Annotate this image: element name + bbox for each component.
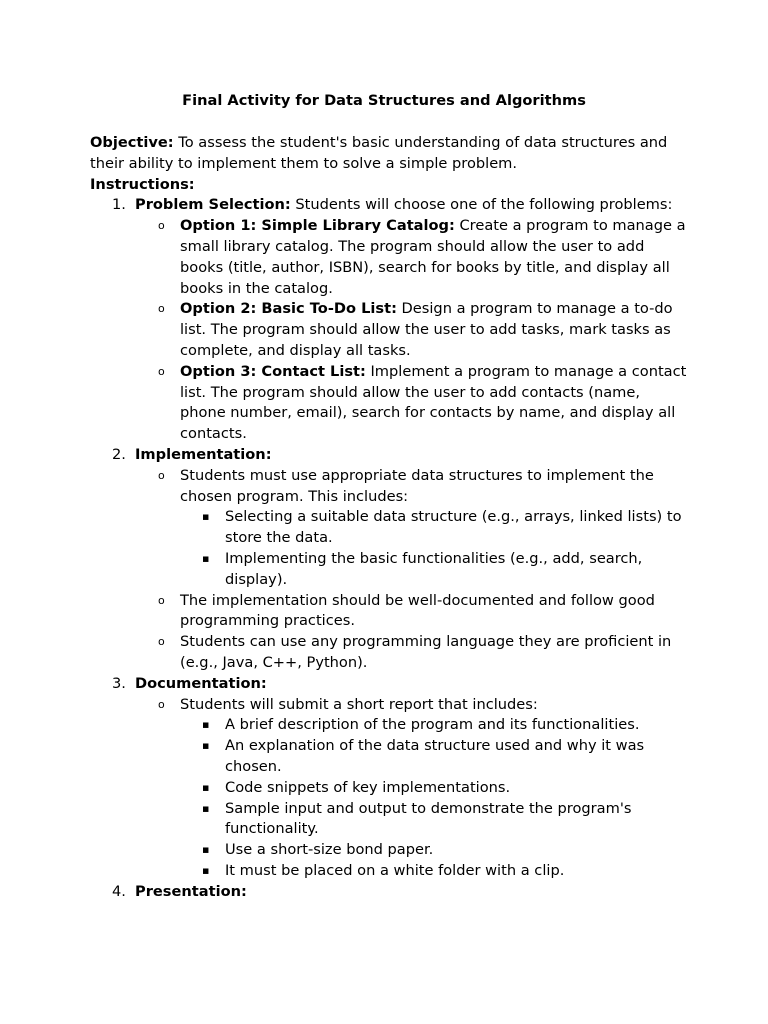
list-item (90, 695, 690, 716)
step-implementation (90, 445, 690, 466)
circle-bullet-icon: o (158, 593, 165, 607)
square-bullet-icon: ▪ (202, 863, 210, 877)
list-item-text: Students must use appropriate data structures to implement the chosen program. This includes: (180, 466, 654, 505)
circle-bullet-icon: o (158, 364, 165, 378)
circle-bullet-icon: o (158, 697, 165, 711)
document-body (90, 133, 690, 902)
sub-list-item (90, 861, 690, 882)
step-title: Problem Selection: (135, 196, 291, 214)
sub-list-item (90, 736, 690, 778)
circle-bullet-icon: o (158, 219, 165, 233)
option-title: Option 1: Simple Library Catalog: (180, 217, 455, 235)
sub-list-item-text: It must be placed on a white folder with a clip. (225, 861, 565, 879)
step-documentation (90, 674, 690, 695)
step-title: Implementation: (135, 445, 272, 463)
square-bullet-icon: ▪ (202, 718, 210, 732)
circle-bullet-icon: o (158, 302, 165, 316)
step-number: 4. (112, 882, 126, 900)
option-library-catalog (90, 216, 690, 299)
option-title: Option 3: Contact List: (180, 362, 366, 380)
sub-list-item (90, 778, 690, 799)
sub-list-item-text: Sample input and output to demonstrate the program's functionality. (225, 799, 632, 838)
option-todo-list (90, 299, 690, 361)
square-bullet-icon: ▪ (202, 843, 210, 857)
square-bullet-icon: ▪ (202, 780, 210, 794)
objective-label: Objective: (90, 134, 174, 151)
sub-list-item (90, 549, 690, 591)
option-contact-list (90, 362, 690, 445)
list-item (90, 632, 690, 674)
step-number: 2. (112, 445, 126, 463)
step-text: Students will choose one of the following problems: (290, 196, 673, 214)
square-bullet-icon: ▪ (202, 510, 210, 524)
list-item-text: Students can use any programming language they are proficient in (e.g., Java, C++, Python). (180, 633, 672, 671)
step-number: 1. (112, 196, 126, 214)
sub-list-item (90, 507, 690, 549)
sub-list-item-text: A brief description of the program and its functionalities. (225, 716, 640, 734)
document-title: Final Activity for Data Structures and Algorithms (182, 92, 586, 109)
list-item-text: Students will submit a short report that includes: (180, 695, 538, 713)
list-item-text: The implementation should be well-documented and follow good programming practices. (180, 591, 655, 630)
option-text: Design a program to manage a to-do list. The program should allow the user to add tasks, mark tasks as complete, and display all tasks. (180, 300, 673, 359)
sub-list-item-text: An explanation of the data structure used and why it was chosen. (225, 737, 645, 775)
option-text: Implement a program to manage a contact list. The program should allow the user to add contacts (name, phone number, email), search for contacts by name, and display all contacts. (180, 362, 687, 443)
step-title: Documentation: (135, 674, 267, 692)
step-number: 3. (112, 674, 126, 692)
step-title: Presentation: (135, 882, 247, 900)
instructions-label: Instructions: (90, 175, 195, 193)
objective-text: To assess the student's basic understanding of data structures and their ability to implement them to solve a simple problem. (90, 134, 668, 172)
sub-list-item-text: Code snippets of key implementations. (225, 778, 511, 796)
circle-bullet-icon: o (158, 468, 165, 482)
circle-bullet-icon: o (158, 635, 165, 649)
square-bullet-icon: ▪ (202, 551, 210, 565)
step-presentation (90, 882, 690, 903)
sub-list-item-text: Selecting a suitable data structure (e.g., arrays, linked lists) to store the data. (225, 508, 682, 547)
step-problem-selection (90, 195, 690, 216)
square-bullet-icon: ▪ (202, 801, 210, 815)
sub-list-item-text: Use a short-size bond paper. (225, 841, 434, 859)
square-bullet-icon: ▪ (202, 739, 210, 753)
list-item (90, 466, 690, 508)
list-item (90, 591, 690, 633)
option-title: Option 2: Basic To-Do List: (180, 300, 397, 318)
sub-list-item (90, 715, 690, 736)
sub-list-item (90, 799, 690, 841)
sub-list-item (90, 840, 690, 861)
option-text: Create a program to manage a small library catalog. The program should allow the user to add books (title, author, ISBN), search for books by title, and display all books in the catalog. (180, 217, 686, 297)
sub-list-item-text: Implementing the basic functionalities (e.g., add, search, display). (225, 549, 643, 588)
objective-paragraph (90, 133, 690, 175)
